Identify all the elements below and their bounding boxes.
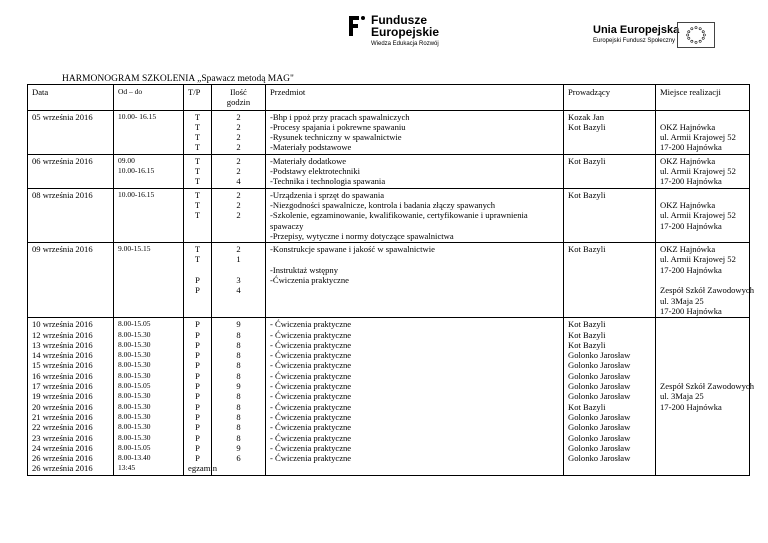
fe-program-name: Wiedza Edukacja Rozwój	[371, 41, 439, 47]
eu-flag-icon	[677, 22, 715, 48]
row-subjects-list: - Ćwiczenia praktyczne - Ćwiczenia praktyczne - Ćwiczenia praktyczne - Ćwiczenia praktyczne - Ćwiczenia praktyczne - Ćwiczenia praktyczne - Ćwiczenia praktyczne - Ćwiczenia praktyczne - Ćwiczenia praktyczne - Ćwiczenia praktyczne - Ćwiczenia praktyczne - Ćwiczenia praktyczne - Ćwiczenia praktyczne - Ćwiczenia praktyczne	[270, 319, 352, 464]
table-row	[28, 110, 750, 154]
row-tp-theory: T T	[194, 244, 201, 265]
row-tp: T T T T	[194, 111, 201, 153]
row-place: OKZ Hajnówka ul. Armii Krajowej 52 17-200 Hajnówka	[660, 121, 736, 153]
header-hours	[212, 85, 266, 111]
row-tp: T T T	[194, 155, 201, 187]
row-date: 08 września 2016	[28, 188, 114, 242]
unia-europejska-logo	[593, 24, 679, 44]
row-place: Zespół Szkół Zawodowych ul. 3Maja 25 17-200 Hajnówka	[660, 381, 755, 412]
header-time: Od – do	[114, 85, 184, 111]
row-trainers-list: Kot Bazyli Kot Bazyli Kot Bazyli Golonko Jarosław Golonko Jarosław Golonko Jarosław Golonko Jarosław Golonko Jarosław Kot Bazyli Golonko Jarosław Golonko Jarosław Golonko Jarosław Golonko Jarosław Golonko Jarosław	[568, 319, 631, 464]
row-hours-practice: 3 4	[236, 275, 241, 296]
page-title: HARMONOGRAM SZKOLENIA „Spawacz metodą MAG"	[62, 74, 294, 84]
row-tp: T T T	[194, 189, 201, 221]
row-subject: -Urządzenia i sprzęt do spawania -Niezgodności spawalnicze, kontrola i badania złączy spawanych -Szkolenie, egzaminowanie, kwalifikowanie, certyfikowanie i uprawnienia spawaczy -Przepisy, wytyczne i normy dotyczące spawalnictwa	[270, 189, 528, 241]
header-place: Miejsce realizacji	[656, 85, 750, 111]
schedule-table	[27, 84, 755, 476]
row-time: 09.00 10.00-16.15	[118, 155, 155, 176]
row-date: 09 września 2016	[28, 243, 114, 318]
row-subject: -Materiały dodatkowe -Podstawy elektrotechniki -Technika i technologia spawania	[270, 155, 386, 187]
row-tp-practice: P P	[195, 275, 200, 296]
header-trainer: Prowadzący	[564, 85, 656, 111]
row-time: 10.00- 16.15	[114, 110, 184, 154]
row-hours: 2 2 2	[236, 189, 241, 221]
row-time: 10.00-16.15	[114, 188, 184, 242]
fe-name-line2: Europejskie	[371, 25, 440, 39]
row-subject-practice: -Instruktaż wstępny -Ćwiczenia praktyczne	[270, 264, 349, 286]
row-trainer: Kot Bazyli	[568, 244, 606, 255]
header-subject: Przedmiot	[266, 85, 564, 111]
row-place: OKZ Hajnówka ul. Armii Krajowej 52 17-200 Hajnówka	[660, 155, 736, 187]
row-date: 06 września 2016	[28, 154, 114, 188]
header-hours-line1: Ilość	[230, 87, 247, 97]
row-date: 05 września 2016	[28, 110, 114, 154]
row-place-theory: OKZ Hajnówka ul. Armii Krajowej 52 17-200 Hajnówka	[660, 244, 736, 275]
row-subject: -Bhp i ppoż przy pracach spawalniczych -Procesy spajania i pokrewne spawaniu -Rysunek techniczny w spawalnictwie -Materiały podstawowe	[270, 111, 410, 153]
ue-fund-name: Europejski Fundusz Społeczny	[593, 38, 676, 44]
fe-star-icon	[347, 14, 367, 38]
row-trainer: Kot Bazyli	[568, 189, 606, 200]
row-dates-list: 10 września 2016 12 września 2016 13 września 2016 14 września 2016 15 września 2016 16 września 2016 17 września 2016 19 września 2016 20 września 2016 21 września 2016 22 września 2016 23 września 2016 24 września 2016 26 września 2016 26 września 2016	[32, 319, 93, 474]
row-subject-theory: -Konstrukcje spawane i jakość w spawalnictwie	[270, 244, 435, 255]
fe-name-line1: Fundusze	[371, 13, 427, 27]
row-time: 9.00-15.15	[114, 243, 184, 318]
header-date: Data	[28, 85, 114, 111]
row-hours-list: 9 8 8 8 8 8 9 8 8 8 8 8 9 6	[236, 319, 241, 464]
row-hours-theory: 2 1	[236, 244, 241, 265]
table-row	[28, 318, 750, 475]
table-row	[28, 243, 750, 318]
table-header-row	[28, 85, 750, 111]
row-place: OKZ Hajnówka ul. Armii Krajowej 52 17-200 Hajnówka	[660, 199, 736, 231]
fundusze-europejskie-logo	[347, 14, 439, 47]
row-hours: 2 2 2 2	[236, 111, 241, 153]
row-tp-list: P P P P P P P P P P P P P P egzamin	[188, 319, 218, 474]
row-trainer: Kot Bazyli	[568, 155, 606, 166]
row-times-list: 8.00-15.05 8.00-15.30 8.00-15.30 8.00-15.30 8.00-15.30 8.00-15.30 8.00-15.05 8.00-15.30 8.00-15.30 8.00-15.30 8.00-15.30 8.00-15.30 8.00-15.05 8.00-13.40 13:45	[118, 319, 151, 473]
header-tp: T/P	[184, 85, 212, 111]
row-trainer: Kozak Jan Kot Bazyli	[568, 111, 606, 132]
table-row	[28, 188, 750, 242]
ue-name: Unia Europejska	[593, 24, 680, 36]
header-hours-line2: godzin	[226, 97, 251, 108]
row-place-practice: Zespół Szkół Zawodowych ul. 3Maja 25 17-200 Hajnówka	[660, 285, 755, 316]
row-hours: 2 2 4	[236, 155, 241, 187]
table-row	[28, 154, 750, 188]
